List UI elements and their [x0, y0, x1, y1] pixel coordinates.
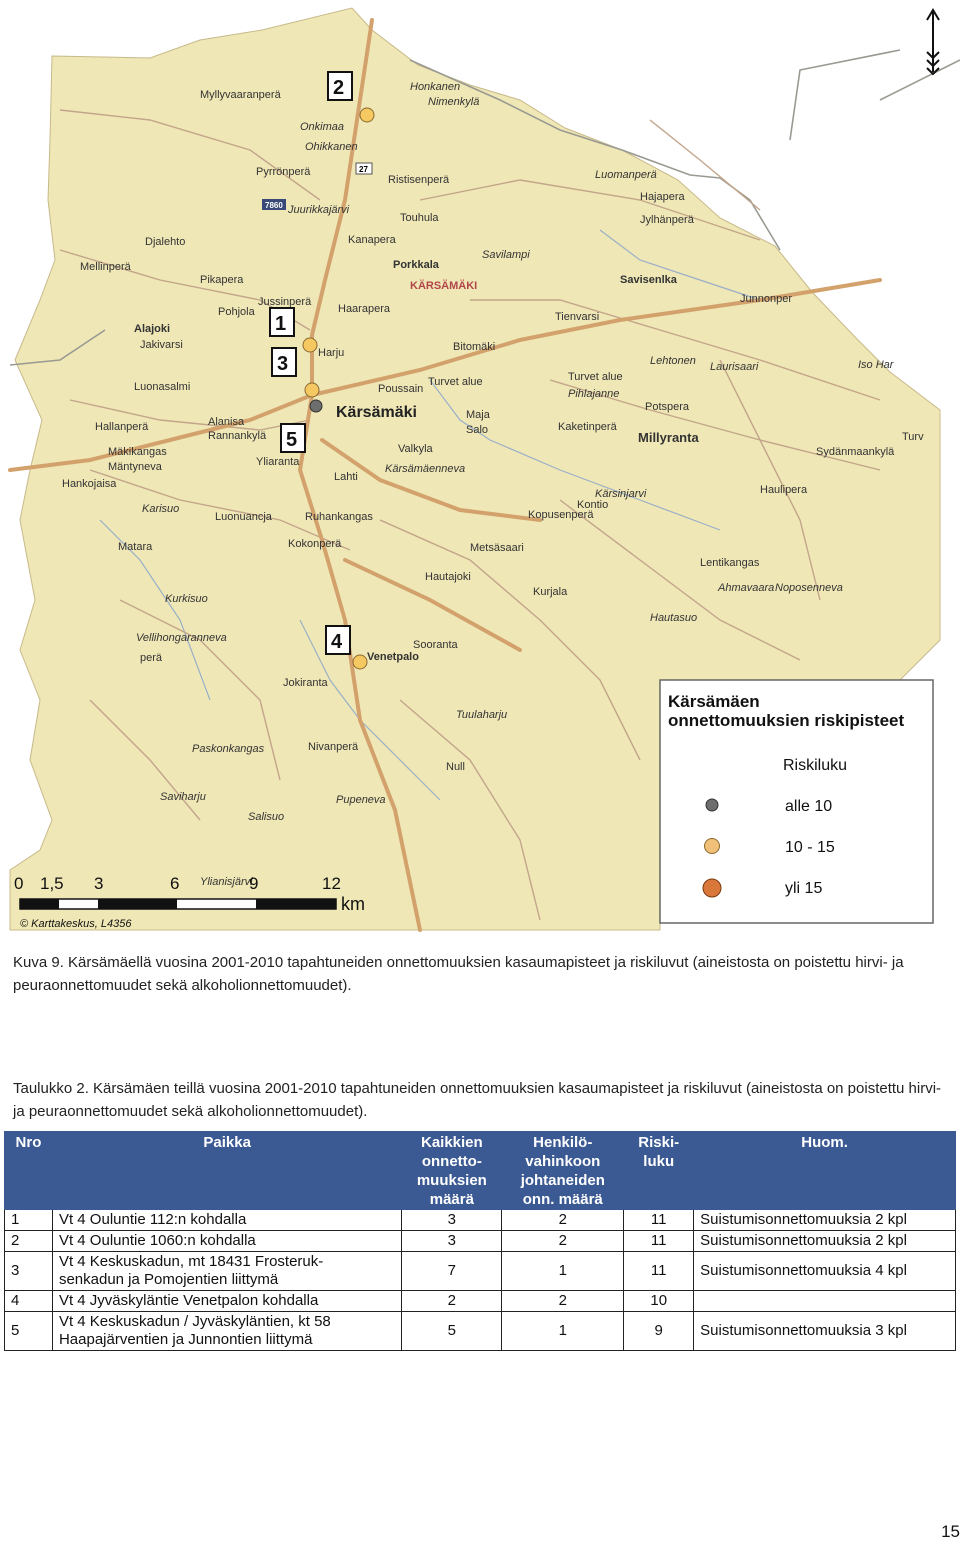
- place-label: Hautasuo: [650, 612, 698, 624]
- place-label: Alajoki: [134, 323, 171, 335]
- header-kaikkien: Kaikkien onnetto- muuksien määrä: [402, 1132, 502, 1210]
- map-copyright: © Karttakeskus, L4356: [20, 918, 132, 930]
- header-nro: Nro: [5, 1132, 53, 1210]
- cell-kaikki: 3: [402, 1231, 502, 1252]
- header-huom: Huom.: [694, 1132, 956, 1210]
- place-label: KÄRSÄMÄKI: [410, 280, 478, 292]
- place-label: Honkanen: [410, 81, 461, 93]
- place-label: Laurisaari: [710, 361, 759, 373]
- cell-paikka: Vt 4 Jyväskyläntie Venetpalon kohdalla: [52, 1291, 401, 1312]
- place-label: Kärsinjarvi: [595, 488, 647, 500]
- north-arrow-icon: [927, 10, 939, 74]
- place-label: Null: [446, 761, 465, 773]
- place-label: Mäntyneva: [108, 461, 162, 473]
- place-label: Ristisenperä: [388, 174, 450, 186]
- place-label: Vellihongaranneva: [136, 632, 227, 644]
- place-label: Jussinperä: [258, 296, 312, 308]
- table-row: [5, 1252, 956, 1291]
- place-label: Bitomäki: [453, 341, 496, 353]
- cell-nro: 2: [5, 1231, 53, 1252]
- place-label: Kärsämäenneva: [385, 463, 466, 475]
- place-label: Hajapera: [640, 191, 685, 203]
- place-label: Kopusenperä: [528, 509, 594, 521]
- place-label: Haarapera: [338, 303, 390, 315]
- page-number: 15: [941, 1522, 960, 1541]
- legend-item-label: yli 15: [785, 880, 823, 897]
- place-label: Myllyvaaranperä: [200, 89, 281, 101]
- svg-text:km: km: [341, 894, 365, 914]
- place-label: Luonasalmi: [134, 381, 191, 393]
- place-label: Nimenkylä: [428, 96, 480, 108]
- place-label: Luonuancja: [215, 511, 272, 523]
- place-label: Kurkisuo: [165, 593, 208, 605]
- cell-kaikki: 7: [402, 1252, 502, 1291]
- figure-caption: Kuva 9. Kärsämäellä vuosina 2001-2010 tapahtuneiden onnettomuuksien kasaumapisteet ja riskiluvut (aineistosta on poistettu hirvi- ja peuraonnettomuudet sekä alkoholionnettomuudet).: [13, 954, 904, 994]
- place-label: Kurjala: [533, 586, 568, 598]
- table-row: [5, 1291, 956, 1312]
- cell-riski: 11: [624, 1231, 694, 1252]
- place-label: Karisuo: [142, 503, 180, 515]
- cell-nro: 4: [5, 1291, 53, 1312]
- place-label: Turvet alue: [428, 376, 483, 388]
- place-label: Ruhankangas: [305, 511, 373, 523]
- legend-item-label: 10 - 15: [785, 839, 835, 856]
- road-number: 7860: [265, 201, 283, 210]
- place-label: Haulipera: [760, 484, 808, 496]
- place-label: Pohjola: [218, 306, 255, 318]
- place-label: Pyrrönperä: [256, 166, 311, 178]
- cell-henkilo: 2: [502, 1210, 624, 1231]
- place-label: Iso Har: [858, 359, 894, 371]
- place-label: Jylhänperä: [640, 214, 694, 226]
- place-label: Kanapera: [348, 234, 396, 246]
- place-label: Metsäsaari: [470, 542, 524, 554]
- cell-nro: 3: [5, 1252, 53, 1291]
- place-label: Tienvarsi: [555, 311, 600, 323]
- place-label: Savilampi: [482, 249, 530, 261]
- place-label: Hautajoki: [425, 571, 471, 583]
- place-label: Jakivarsi: [140, 339, 183, 351]
- place-label: Onkimaa: [300, 121, 345, 133]
- road-number: 27: [359, 165, 368, 174]
- place-label: Paskonkangas: [192, 743, 265, 755]
- table-row: [5, 1231, 956, 1252]
- place-label: Mellinperä: [80, 261, 131, 273]
- place-label: Nivanperä: [308, 741, 359, 753]
- cell-huom: Suistumisonnettomuuksia 3 kpl: [694, 1312, 956, 1351]
- cell-riski: 9: [624, 1312, 694, 1351]
- cell-huom: [694, 1291, 956, 1312]
- risk-point-label: 2: [333, 77, 345, 99]
- cell-riski: 11: [624, 1252, 694, 1291]
- legend-swatch: [706, 799, 718, 811]
- place-label: Porkkala: [393, 259, 439, 271]
- cell-henkilo: 2: [502, 1291, 624, 1312]
- place-label: Sydänmaankylä: [816, 446, 895, 458]
- header-henkilovahinko: Henkilö- vahinkoon johtaneiden onn. määrä: [502, 1132, 624, 1210]
- cell-riski: 11: [624, 1210, 694, 1231]
- cell-paikka: Vt 4 Keskuskadun, mt 18431 Frosteruk- senkadun ja Pomojentien liittymä: [52, 1252, 401, 1291]
- cell-nro: 5: [5, 1312, 53, 1351]
- place-label: Rannankylä: [208, 430, 267, 442]
- svg-text:9: 9: [249, 874, 259, 893]
- place-label: Saviharju: [160, 791, 206, 803]
- cell-nro: 1: [5, 1210, 53, 1231]
- table-caption: Taulukko 2. Kärsämäen teillä vuosina 2001-2010 tapahtuneiden onnettomuuksien kasaumapisteet ja riskiluvut (aineistosta on poistettu hirvi- ja peuraonnettomuudet sekä alkoholionnettomuudet).: [13, 1080, 942, 1120]
- risk-point-marker[interactable]: [310, 400, 322, 412]
- legend-swatch: [705, 839, 720, 854]
- place-label: Hallanperä: [95, 421, 149, 433]
- cell-kaikki: 5: [402, 1312, 502, 1351]
- risk-point-label: 5: [286, 429, 298, 451]
- cell-paikka: Vt 4 Keskuskadun / Jyväskyläntien, kt 58 Haapajärventien ja Junnontien liittymä: [52, 1312, 401, 1351]
- place-label: Luomanperä: [595, 169, 657, 181]
- svg-text:3: 3: [94, 874, 104, 893]
- cell-henkilo: 1: [502, 1312, 624, 1351]
- place-label: perä: [140, 652, 163, 664]
- cell-huom: Suistumisonnettomuuksia 2 kpl: [694, 1231, 956, 1252]
- place-label: Touhula: [400, 212, 439, 224]
- place-label: Kokonperä: [288, 538, 342, 550]
- place-label: Ahmavaara: [718, 582, 775, 594]
- place-label: Jokiranta: [283, 677, 328, 689]
- place-label: Alanisa: [208, 416, 245, 428]
- place-label: Kaketinperä: [558, 421, 617, 433]
- place-label: Millyranta: [638, 430, 699, 445]
- place-label: Pihlajanne: [568, 388, 620, 400]
- svg-text:12: 12: [322, 874, 341, 893]
- svg-text:6: 6: [170, 874, 180, 893]
- legend-swatch: [703, 879, 721, 897]
- place-label: Salo: [466, 424, 489, 436]
- header-paikka: Paikka: [52, 1132, 401, 1210]
- place-label: Tuulaharju: [456, 709, 508, 721]
- legend-item-label: alle 10: [785, 798, 833, 815]
- place-label: Savisenlka: [620, 274, 677, 286]
- place-label: Pupeneva: [336, 794, 386, 806]
- svg-text:0: 0: [14, 874, 24, 893]
- place-label: Potspera: [645, 401, 690, 413]
- legend-heading: Riskiluku: [783, 757, 848, 774]
- risk-point-marker[interactable]: [353, 655, 367, 669]
- place-label: Lentikangas: [700, 557, 760, 569]
- place-label: Turvet alue: [568, 371, 623, 383]
- cell-huom: Suistumisonnettomuuksia 2 kpl: [694, 1210, 956, 1231]
- cell-henkilo: 2: [502, 1231, 624, 1252]
- cell-kaikki: 3: [402, 1210, 502, 1231]
- place-label: Hankojaisa: [62, 478, 117, 490]
- place-label: Yliaranta: [256, 456, 300, 468]
- cell-kaikki: 2: [402, 1291, 502, 1312]
- risk-point-label: 3: [277, 353, 289, 375]
- risk-point-label: 4: [331, 631, 343, 653]
- place-label: Juurikkajärvi: [288, 204, 350, 216]
- table-row: [5, 1312, 956, 1351]
- place-label: Venetpalo: [367, 651, 419, 663]
- risk-point-marker[interactable]: [360, 108, 374, 122]
- cell-henkilo: 1: [502, 1252, 624, 1291]
- risk-point-marker[interactable]: [305, 383, 319, 397]
- place-label: Matara: [118, 541, 153, 553]
- cell-huom: Suistumisonnettomuuksia 4 kpl: [694, 1252, 956, 1291]
- place-label: Kontio: [577, 499, 609, 511]
- legend-title: Kärsämäen: [668, 692, 760, 711]
- place-label: Djalehto: [145, 236, 186, 248]
- header-riskiluku: Riski- luku: [624, 1132, 694, 1210]
- place-label: Ohikkanen: [305, 141, 358, 153]
- cell-paikka: Vt 4 Ouluntie 112:n kohdalla: [52, 1210, 401, 1231]
- place-label: Lahti: [334, 471, 358, 483]
- place-label: Salisuo: [248, 811, 285, 823]
- place-label: Pikapera: [200, 274, 244, 286]
- risk-point-label: 1: [275, 313, 287, 335]
- place-label: Noposenneva: [775, 582, 843, 594]
- cell-riski: 10: [624, 1291, 694, 1312]
- table-header-row: [5, 1132, 956, 1210]
- place-label: Harju: [318, 347, 345, 359]
- table-row: [5, 1210, 956, 1231]
- place-label: Junnonper: [740, 293, 792, 305]
- place-label: Valkyla: [398, 443, 433, 455]
- place-label: Lehtonen: [650, 355, 696, 367]
- place-label: Mäkikangas: [108, 446, 167, 458]
- cell-paikka: Vt 4 Ouluntie 1060:n kohdalla: [52, 1231, 401, 1252]
- svg-text:1,5: 1,5: [40, 874, 64, 893]
- place-label: Ylianisjärvi: [200, 876, 253, 888]
- risk-points-table: [4, 1131, 956, 1351]
- place-label: Maja: [466, 409, 490, 421]
- place-label: Kärsämäki: [336, 404, 417, 421]
- legend-title: onnettomuuksien riskipisteet: [668, 711, 905, 730]
- risk-point-marker[interactable]: [303, 338, 317, 352]
- place-label: Poussain: [378, 383, 424, 395]
- place-label: Sooranta: [413, 639, 458, 651]
- place-label: Turv: [902, 431, 924, 443]
